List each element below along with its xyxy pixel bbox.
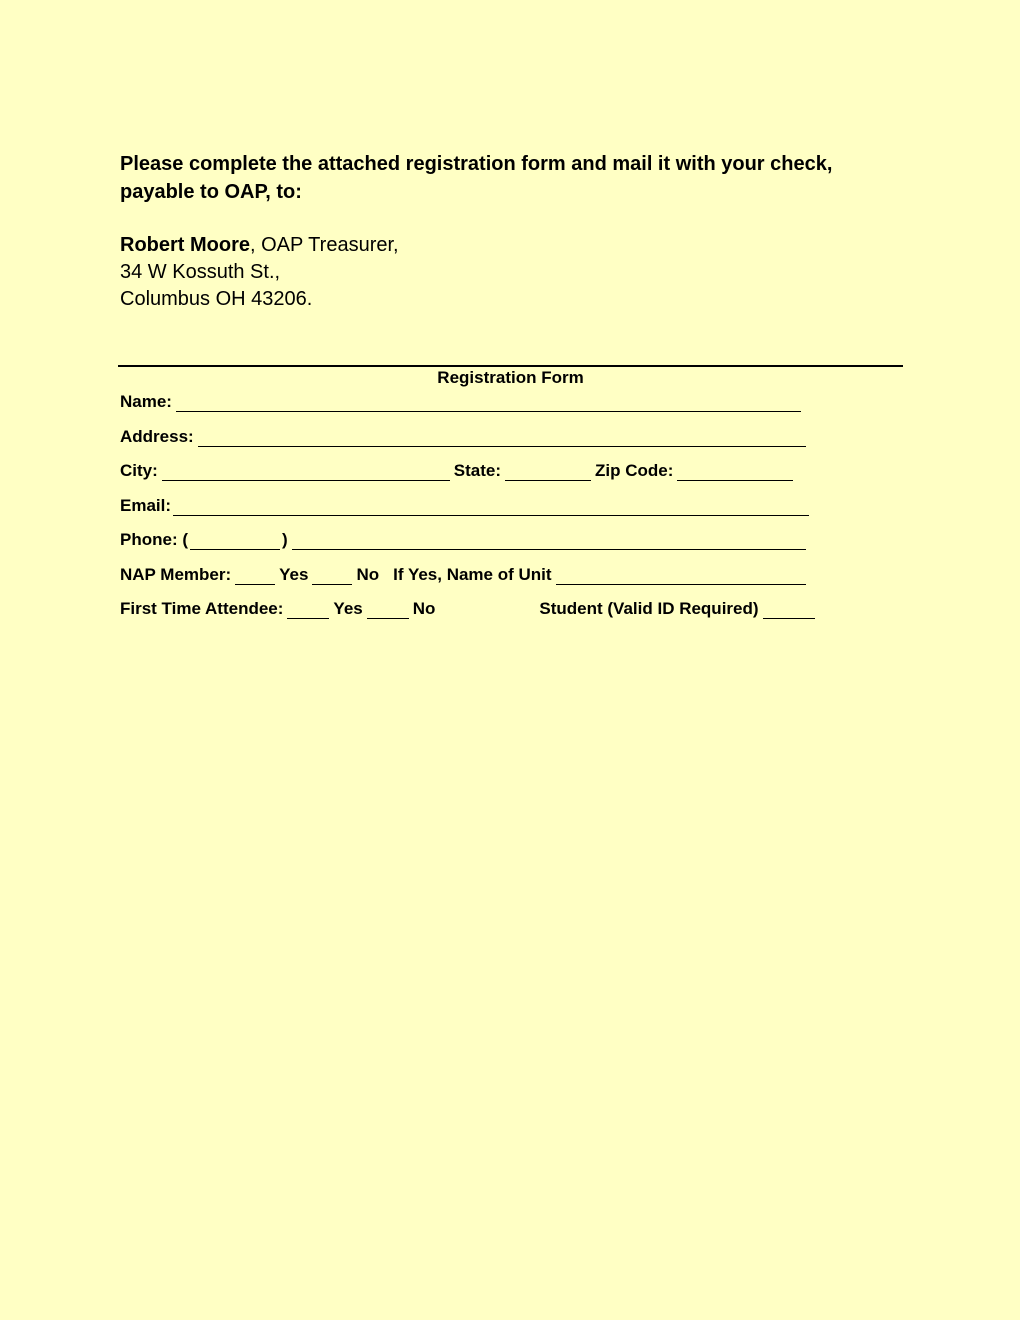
address-label: Address: xyxy=(120,427,194,446)
address-row xyxy=(120,423,810,447)
zip-field[interactable] xyxy=(677,463,793,481)
phone-row xyxy=(120,526,810,550)
nap-yes-field[interactable] xyxy=(235,567,275,585)
first-time-label: First Time Attendee: xyxy=(120,599,284,618)
nap-no-field[interactable] xyxy=(312,567,352,585)
student-label: Student (Valid ID Required) xyxy=(539,599,759,618)
phone-label: Phone: ( xyxy=(120,530,188,549)
form-divider xyxy=(118,365,903,367)
form-title: Registration Form xyxy=(437,368,584,387)
recipient-title: , OAP Treasurer, xyxy=(250,234,399,256)
nap-member-label: NAP Member: xyxy=(120,565,232,584)
city-field[interactable] xyxy=(162,463,450,481)
phone-number-field[interactable] xyxy=(292,532,806,550)
state-label: State: xyxy=(453,461,502,480)
name-field[interactable] xyxy=(176,394,801,412)
first-time-no-field[interactable] xyxy=(367,601,409,619)
first-time-yes-label: Yes xyxy=(333,599,363,618)
email-label: Email: xyxy=(120,496,172,515)
phone-area-code-field[interactable] xyxy=(190,532,280,550)
email-field[interactable] xyxy=(173,498,809,516)
first-time-no-label: No xyxy=(412,599,436,618)
street-line: 34 W Kossuth St., xyxy=(120,261,281,283)
recipient-name: Robert Moore xyxy=(120,234,250,256)
address-field[interactable] xyxy=(198,429,806,447)
unit-field[interactable] xyxy=(556,567,806,585)
state-field[interactable] xyxy=(505,463,591,481)
student-field[interactable] xyxy=(763,601,815,619)
unit-label: If Yes, Name of Unit xyxy=(393,565,552,584)
first-time-row xyxy=(120,595,819,619)
name-label: Name: xyxy=(120,392,172,411)
recipient-line xyxy=(120,232,399,259)
mailing-address xyxy=(120,232,399,313)
email-row xyxy=(120,492,811,516)
nap-yes-label: Yes xyxy=(279,565,309,584)
city-row xyxy=(120,457,797,481)
nap-no-label: No xyxy=(356,565,380,584)
first-time-yes-field[interactable] xyxy=(287,601,329,619)
city-line: Columbus OH 43206. xyxy=(120,288,313,310)
zip-label: Zip Code: xyxy=(595,461,674,480)
city-label: City: xyxy=(120,461,158,480)
nap-member-row xyxy=(120,561,810,585)
intro-paragraph: Please complete the attached registration form and mail it with your check, payable to OAP, to: xyxy=(120,153,833,203)
name-row xyxy=(120,388,805,412)
phone-paren-close: ) xyxy=(282,530,288,549)
